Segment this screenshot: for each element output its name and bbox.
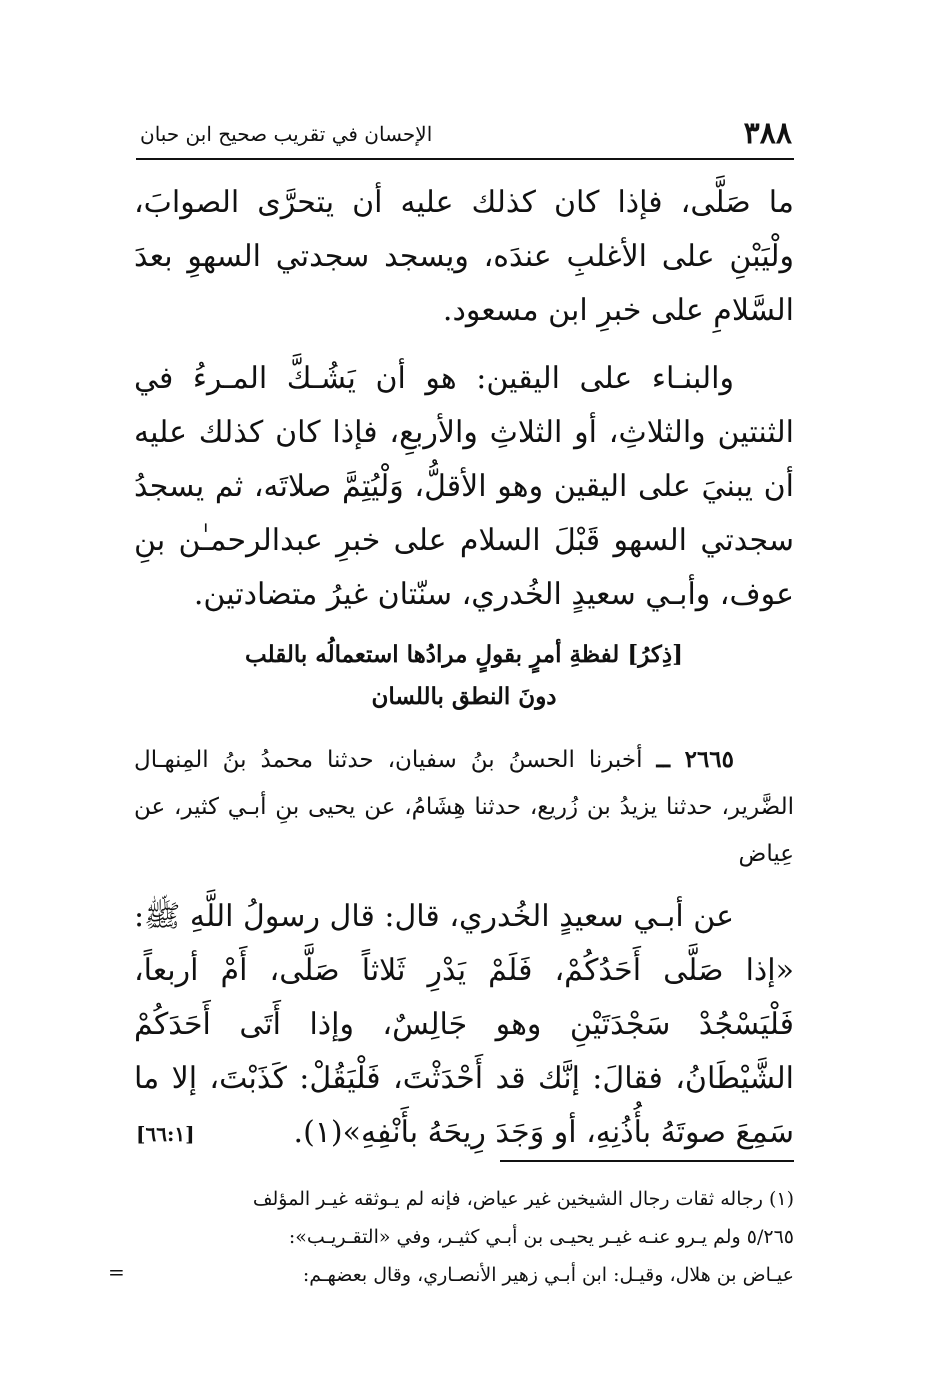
page-header <box>136 112 794 160</box>
hadith-isnad-block <box>134 736 794 878</box>
footnote-continuation-mark: = <box>108 1260 125 1284</box>
running-title: الإحسان في تقريب صحيح ابن حبان <box>140 122 433 146</box>
hadith-isnad: أخبرنا الحسنُ بنُ سفيان، حدثنا محمدُ بنُ المِنهـال الضَّرير، حدثنا يزيدُ بن زُريع، حدثنا هِشَامُ، عن يحيى بنِ أبـي كثير، عن عِياض <box>134 747 794 867</box>
chapter-heading-line-2: دونَ النطق باللسان <box>371 683 557 710</box>
footnote <box>136 1180 794 1294</box>
footnote-line-1: (١) رجاله ثقات رجال الشيخين غير عياض، فإنه لم يـوثقه غيـر المؤلف <box>252 1188 794 1210</box>
hadith-matn: عن أبـي سعيدٍ الخُدري، قال: قال رسولُ اللَّهِ ﷺ: «إذا صَلَّى أَحَدُكُمْ، فَلَمْ يَدْرِ ثَلاثاً صَلَّى، أَمْ أربعاً، فَلْيَسْجُدْ سَجْدَتَيْنِ وهو جَالِسٌ، وإذا أَتَى أَحَدَكُمْ الشَّيْطَانُ، فقالَ: إنَّك قد أَحْدَثْتَ، فَلْيَقُلْ: كَذَبْتَ، إلا ما سَمِعَ صوتَهُ بأُذُنِهِ، أو وَجَدَ رِيحَهُ بأَنْفِهِ»(١). <box>134 899 794 1150</box>
footnote-line-2: ٥/٢٦٥ ولم يـرو عنـه غيـر يحيـى بن أبـي كثيـر، وفي «التقـريـب»: <box>288 1226 794 1248</box>
body-paragraph-1: ما صَلَّى، فإذا كان كذلك عليه أن يتحرَّى الصوابَ، ولْيَبْنِ على الأغلبِ عندَه، ويسجد سجدتي السهوِ بعدَ السَّلامِ على خبرِ ابن مسعود. <box>134 185 794 328</box>
page-number: ٣٨٨ <box>743 116 792 151</box>
footnote-line-3: عيـاض بن هلال، وقيـل: ابن أبـي زهير الأنصـاري، وقال بعضهـم: <box>302 1264 794 1286</box>
footnote-divider <box>500 1160 794 1162</box>
body-paragraph-2: والبنـاء على اليقين: هو أن يَشُـكَّ المـرءُ في الثنتين والثلاثِ، أو الثلاثِ والأربعِ، فإذا كان كذلك عليه أن يبنيَ على اليقين وهو الأقلُّ، وَلْيُتِمَّ صلاتَه، ثم يسجدُ سجدتي السهو قَبْلَ السلام على خبرِ عبدالرحمـٰن بنِ عوف، وأبـي سعيدٍ الخُدري، سنّتان غيرُ متضادتين. <box>134 361 794 612</box>
hadith-reference: [٦٦:١] <box>136 1122 195 1146</box>
hadith-number: ٢٦٦٥ ــ <box>656 746 735 773</box>
chapter-heading-line-1: [ذِكرُ] لفظةِ أمرٍ بقولٍ مرادُها استعمالُه بالقلب <box>245 641 683 668</box>
